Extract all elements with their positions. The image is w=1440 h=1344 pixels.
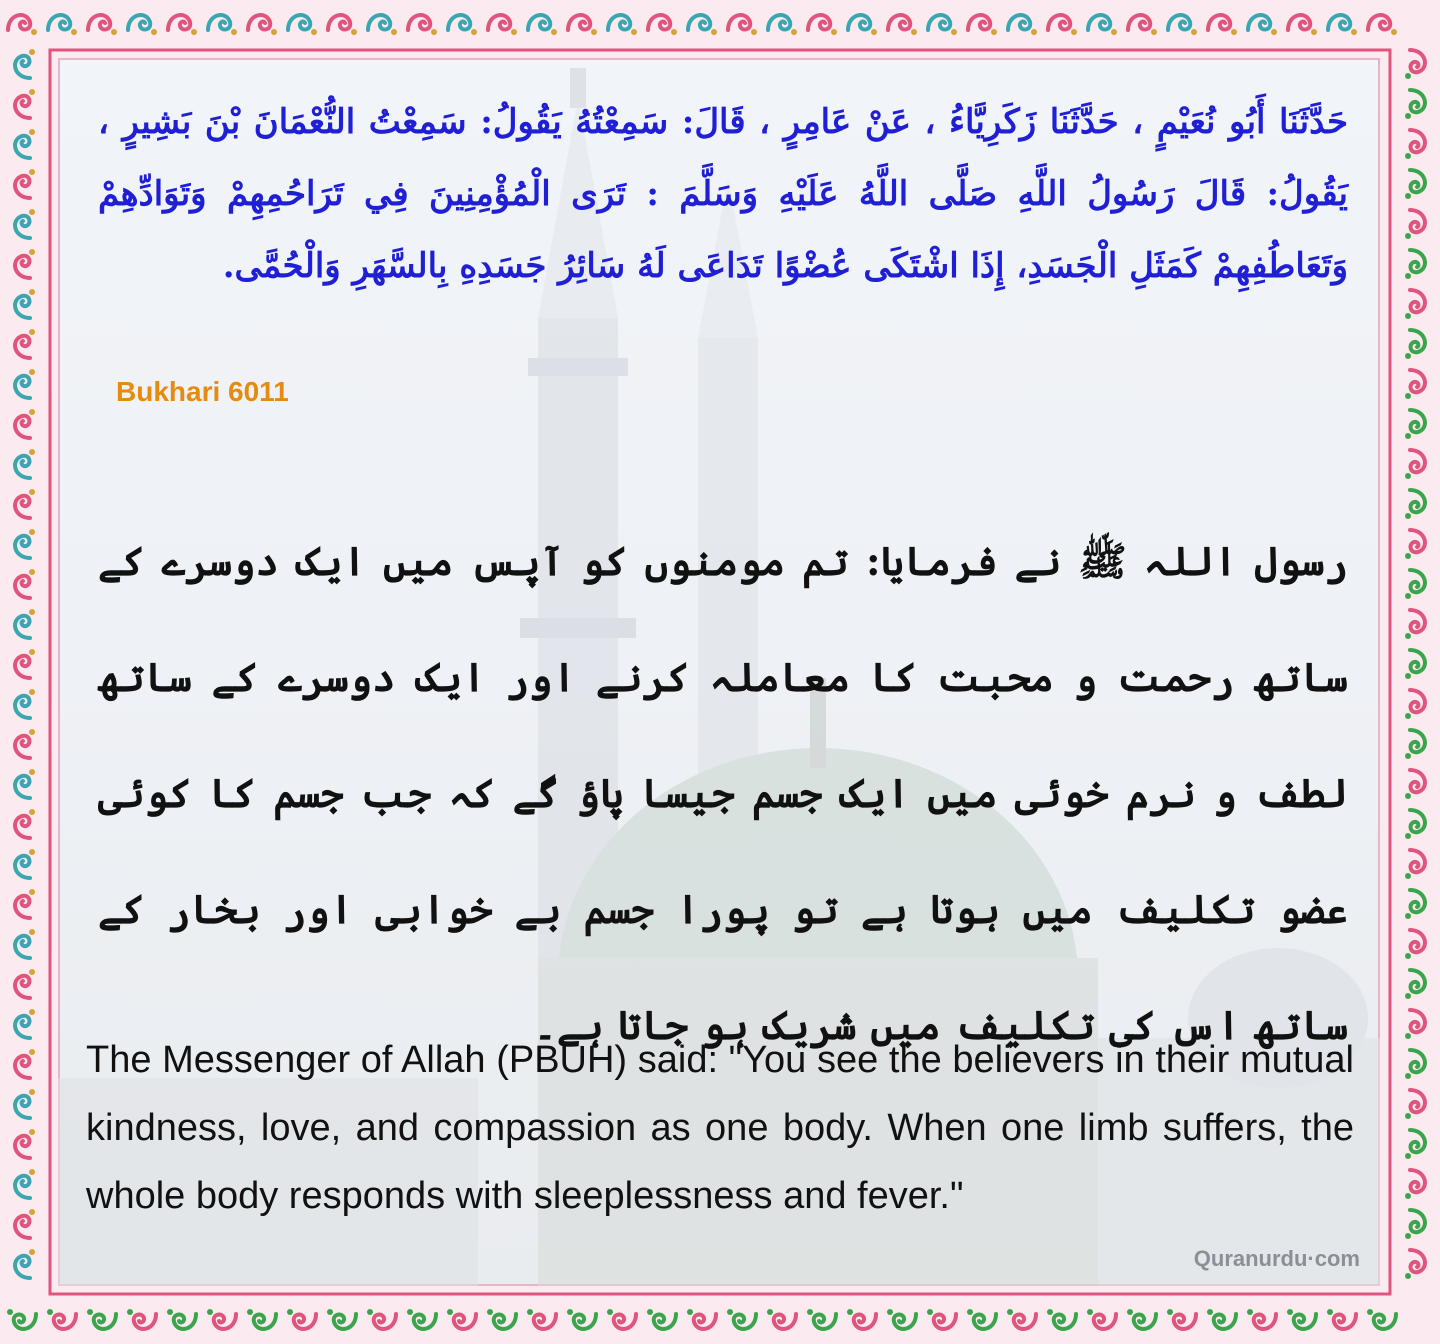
content-panel	[58, 58, 1380, 1286]
hadith-reference: Bukhari 6011	[116, 376, 289, 407]
urdu-translation-text: رسول اللہ ﷺ نے فرمایا: تم مومنوں کو آپس میں ایک دوسرے کے ساتھ رحمت و محبت کا معاملہ کرنے اور ایک دوسرے کے ساتھ لطف و نرم خوئی میں ایک جسم جیسا پاؤ گے کہ جب جسم کا کوئی عضو تکلیف میں ہوتا ہے تو پورا جسم بے خوابی اور بخار کے ساتھ اس کی تکلیف میں شریک ہو جاتا ہے۔	[98, 538, 1348, 1049]
site-watermark: Quranurdu·com	[1193, 1246, 1360, 1271]
english-translation-text: The Messenger of Allah (PBUH) said: "You see the believers in their mutual kindness, love, and compassion as one body. When one limb suffers, the whole body responds with sleeplessness and fever."	[86, 1039, 1354, 1217]
arabic-hadith-text: حَدَّثَنَا أَبُو نُعَيْمٍ ، حَدَّثَنَا زَكَرِيَّاءُ ، عَنْ عَامِرٍ ، قَالَ: سَمِعْتُهُ يَقُولُ: سَمِعْتُ النُّعْمَانَ بْنَ بَشِيرٍ ، يَقُولُ: قَالَ رَسُولُ اللَّهِ صَلَّى اللَّهُ عَلَيْهِ وَسَلَّمَ : تَرَى الْمُؤْمِنِينَ فِي تَرَاحُمِهِمْ وَتَوَادِّهِمْ وَتَعَاطُفِهِمْ كَمَثَلِ الْجَسَدِ، إِذَا اشْتَكَى عُضْوًا تَدَاعَى لَهُ سَائِرُ جَسَدِهِ بِالسَّهَرِ وَالْحُمَّى.	[98, 102, 1348, 286]
